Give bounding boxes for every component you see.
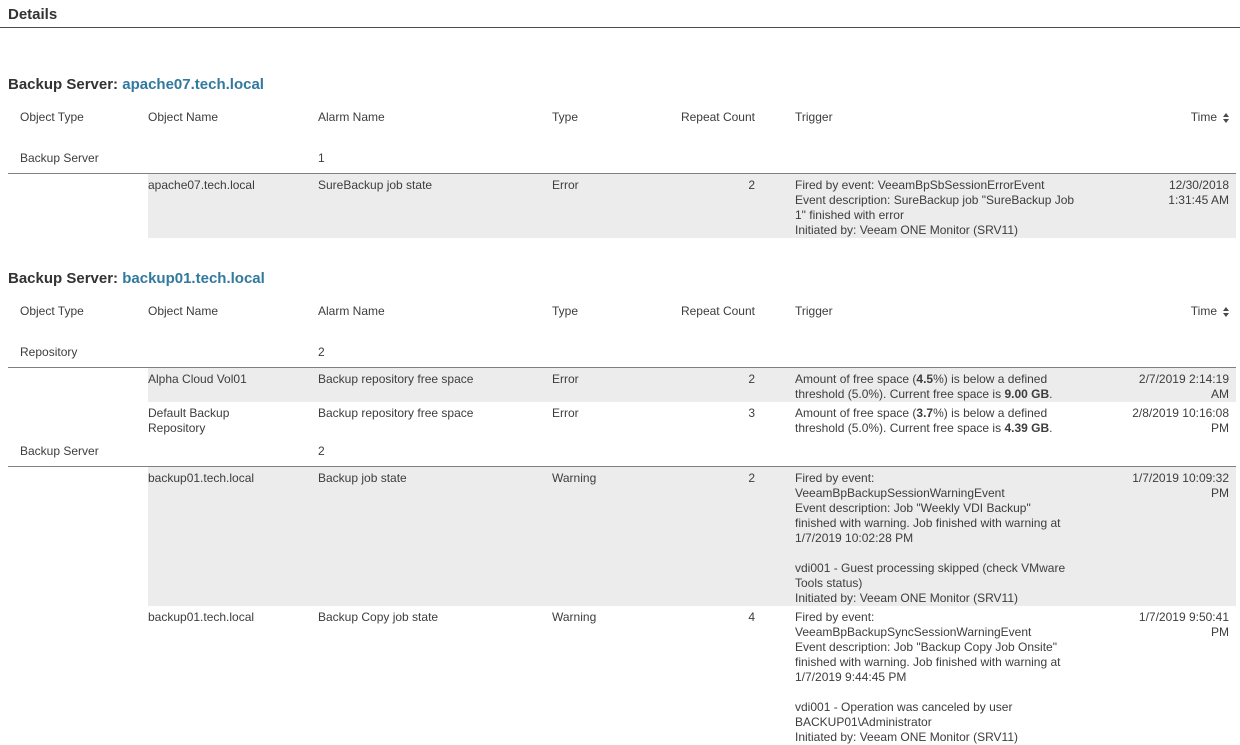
backup-server-link[interactable]: backup01.tech.local xyxy=(122,270,265,287)
trigger-line: Fired by event: VeeamBpBackupSessionWarningEvent xyxy=(795,471,1005,500)
alarms-table xyxy=(8,288,1236,745)
cell-object-name: backup01.tech.local xyxy=(148,467,318,606)
group-object-type: Repository xyxy=(20,345,78,359)
column-header-object-name: Object Name xyxy=(148,304,219,318)
trigger-line xyxy=(795,546,1075,561)
alarm-row xyxy=(8,174,1236,238)
cell-type: Warning xyxy=(552,610,597,624)
trigger-text xyxy=(795,178,1075,238)
table-cell xyxy=(763,143,1128,173)
cell-time: 12/30/2018 1:31:45 AM xyxy=(1128,174,1236,238)
cell-time: 2/7/2019 2:14:19 AM xyxy=(1128,368,1236,402)
backup-server-section xyxy=(8,270,1236,745)
sort-down-arrow-icon xyxy=(1223,119,1229,123)
trigger-line: vdi001 - Operation was canceled by user BACKUP01\Administrator xyxy=(795,700,1013,729)
alarm-row xyxy=(8,606,1236,745)
column-header-time[interactable] xyxy=(1191,304,1229,319)
column-header-repeat-count: Repeat Count xyxy=(680,110,755,124)
cell-repeat-count: 4 xyxy=(748,610,755,624)
trigger-line: Fired by event: VeeamBpSbSessionErrorEvent xyxy=(795,178,1045,192)
column-header-trigger: Trigger xyxy=(795,304,833,318)
cell-trigger xyxy=(763,174,1128,238)
sort-icon xyxy=(1223,307,1229,317)
table-cell xyxy=(8,368,148,402)
table-cell xyxy=(8,402,148,436)
table-cell xyxy=(672,143,763,173)
backup-server-label: Backup Server: xyxy=(8,76,123,93)
table-cell xyxy=(8,174,148,238)
column-header-object-type: Object Type xyxy=(20,110,84,124)
table-cell xyxy=(763,436,1128,466)
trigger-line: Event description: SureBackup job "SureBackup Job 1" finished with error xyxy=(795,193,1075,222)
column-header-object-name: Object Name xyxy=(148,110,219,124)
backup-server-section xyxy=(8,76,1236,238)
cell-repeat-count: 2 xyxy=(672,174,763,238)
cell-alarm-name: SureBackup job state xyxy=(318,174,552,238)
cell-object-name: backup01.tech.local xyxy=(148,610,255,624)
cell-time: 2/8/2019 10:16:08 PM xyxy=(1132,406,1229,435)
sort-up-arrow-icon xyxy=(1223,307,1229,311)
cell-type: Error xyxy=(552,368,672,402)
cell-trigger xyxy=(763,402,1128,436)
column-header-alarm-name: Alarm Name xyxy=(318,304,385,318)
trigger-line: Amount of free space (3.7%) is below a defined threshold (5.0%). Current free space is 4.39 GB. xyxy=(795,406,1053,435)
section-heading xyxy=(8,270,1236,288)
alarm-row xyxy=(8,402,1236,436)
table-cell xyxy=(552,436,672,466)
section-heading xyxy=(8,76,1236,94)
sort-icon xyxy=(1223,113,1229,123)
cell-repeat-count: 2 xyxy=(672,368,763,402)
trigger-line: Initiated by: Veeam ONE Monitor (SRV11) xyxy=(795,730,1018,744)
column-header-alarm-name: Alarm Name xyxy=(318,110,385,124)
table-cell xyxy=(148,337,318,367)
alarm-row xyxy=(8,368,1236,402)
trigger-line: Initiated by: Veeam ONE Monitor (SRV11) xyxy=(795,223,1018,237)
alarm-row xyxy=(8,467,1236,606)
group-alarm-count: 1 xyxy=(318,151,325,165)
column-header-repeat-count: Repeat Count xyxy=(680,304,755,318)
sort-down-arrow-icon xyxy=(1223,313,1229,317)
cell-repeat-count: 3 xyxy=(748,406,755,420)
group-object-type: Backup Server xyxy=(20,151,99,165)
column-header-time[interactable] xyxy=(1191,110,1229,125)
column-header-type: Type xyxy=(552,304,579,318)
table-header-row xyxy=(8,288,1236,337)
column-header-cell xyxy=(1128,94,1236,143)
table-cell xyxy=(8,467,148,606)
cell-alarm-name: Backup job state xyxy=(318,467,552,606)
table-cell xyxy=(552,143,672,173)
table-header-row xyxy=(8,94,1236,143)
table-cell xyxy=(148,143,318,173)
table-cell xyxy=(1128,436,1236,466)
cell-type: Warning xyxy=(552,467,672,606)
group-alarm-count: 2 xyxy=(318,345,325,359)
column-header-object-type: Object Type xyxy=(20,304,84,318)
cell-alarm-name: Backup Copy job state xyxy=(318,610,439,624)
column-header-label: Time xyxy=(1190,110,1217,124)
table-cell xyxy=(148,436,318,466)
trigger-text xyxy=(795,372,1075,402)
trigger-text xyxy=(795,471,1075,606)
alarms-table xyxy=(8,94,1236,238)
table-cell xyxy=(1128,337,1236,367)
cell-alarm-name: Backup repository free space xyxy=(318,406,474,420)
cell-time: 1/7/2019 10:09:32 PM xyxy=(1128,467,1236,606)
table-cell xyxy=(672,337,763,367)
trigger-line: Amount of free space (4.5%) is below a defined threshold (5.0%). Current free space is 9.00 GB. xyxy=(795,372,1053,401)
cell-trigger xyxy=(763,606,1128,745)
table-cell xyxy=(1128,143,1236,173)
cell-repeat-count: 2 xyxy=(672,467,763,606)
cell-trigger xyxy=(763,368,1128,402)
trigger-line: Event description: Job "Weekly VDI Backup" finished with warning. Job finished with warning at 1/7/2019 10:02:28 PM xyxy=(795,501,1061,545)
table-cell xyxy=(8,606,148,745)
backup-server-label: Backup Server: xyxy=(8,270,123,287)
cell-object-name: Default Backup Repository xyxy=(148,406,230,435)
cell-object-name: Alpha Cloud Vol01 xyxy=(148,368,318,402)
cell-alarm-name: Backup repository free space xyxy=(318,368,552,402)
table-cell xyxy=(763,337,1128,367)
cell-trigger xyxy=(763,467,1128,606)
group-row xyxy=(8,436,1236,467)
group-object-type: Backup Server xyxy=(20,444,99,458)
trigger-line xyxy=(795,685,1075,700)
sort-up-arrow-icon xyxy=(1223,113,1229,117)
group-row xyxy=(8,337,1236,368)
group-row xyxy=(8,143,1236,174)
trigger-line: Fired by event: VeeamBpBackupSyncSessionWarningEvent xyxy=(795,610,1032,639)
trigger-text xyxy=(795,610,1075,745)
cell-time: 1/7/2019 9:50:41 PM xyxy=(1138,610,1229,639)
table-cell xyxy=(672,436,763,466)
cell-object-name: apache07.tech.local xyxy=(148,174,318,238)
trigger-line: vdi001 - Guest processing skipped (check VMware Tools status) xyxy=(795,561,1066,590)
page-title: Details xyxy=(0,0,1240,28)
group-alarm-count: 2 xyxy=(318,444,325,458)
cell-type: Error xyxy=(552,406,579,420)
trigger-text xyxy=(795,406,1075,436)
column-header-type: Type xyxy=(552,110,579,124)
trigger-line: Event description: Job "Backup Copy Job Onsite" finished with warning. Job finished with warning at 1/7/2019 9:44:45 PM xyxy=(795,640,1061,684)
cell-type: Error xyxy=(552,174,672,238)
sections-container xyxy=(8,76,1236,745)
column-header-label: Time xyxy=(1190,304,1217,318)
column-header-cell xyxy=(1128,288,1236,337)
trigger-line: Initiated by: Veeam ONE Monitor (SRV11) xyxy=(795,591,1018,605)
table-cell xyxy=(552,337,672,367)
column-header-trigger: Trigger xyxy=(795,110,833,124)
backup-server-link[interactable]: apache07.tech.local xyxy=(122,76,264,93)
